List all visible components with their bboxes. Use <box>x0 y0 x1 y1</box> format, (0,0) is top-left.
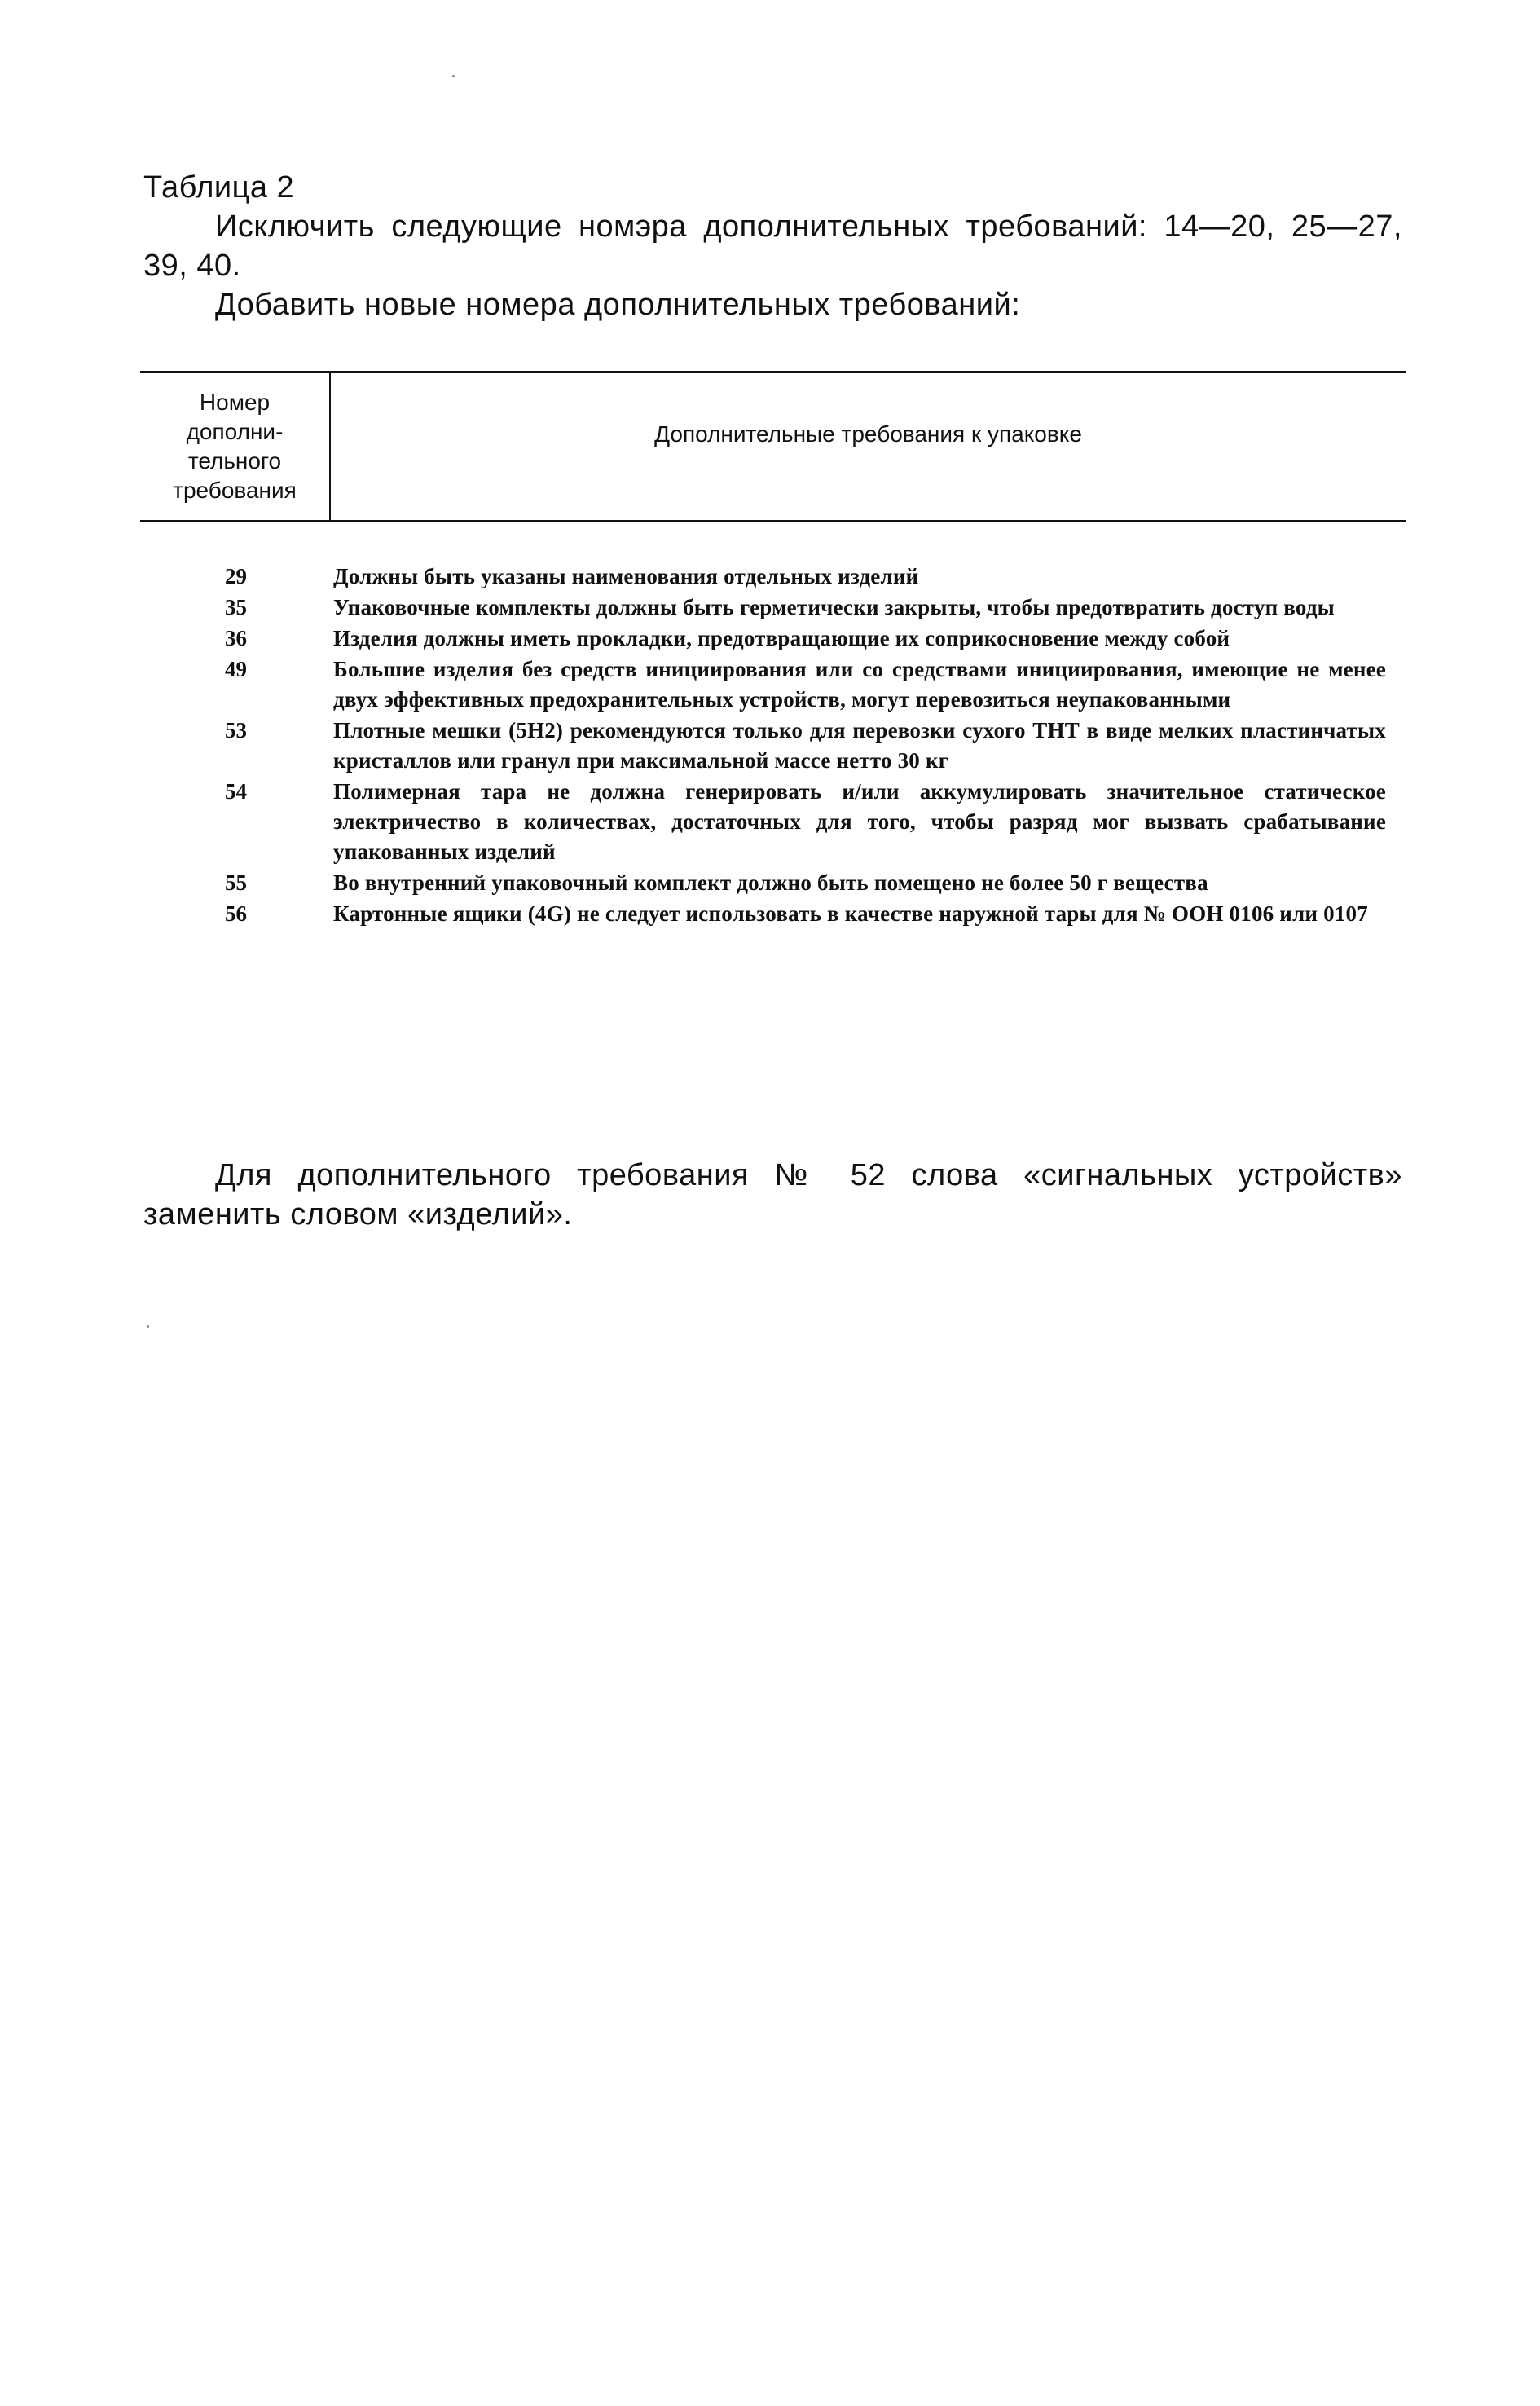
requirement-text: Картонные ящики (4G) не следует использовать в качестве наружной тары для № ООН 0106 или 0107 <box>333 901 1368 926</box>
outro-block <box>143 1156 1402 1234</box>
requirements-table-wrap <box>140 371 1406 930</box>
requirement-number: 49 <box>225 657 247 681</box>
table-row <box>140 593 1406 624</box>
table-row <box>140 624 1406 654</box>
requirement-number: 54 <box>225 779 247 804</box>
table-row <box>140 654 1406 716</box>
column-header-number-line: требования <box>173 478 297 503</box>
column-header-number-label <box>173 390 297 503</box>
table-row <box>140 899 1406 930</box>
table-header-row <box>140 372 1406 522</box>
scan-speck <box>147 1325 149 1328</box>
outro-paragraph: Для дополнительного требования № 52 слова «сигнальных устройств» заменить словом «изделий». <box>143 1158 1402 1232</box>
table-body <box>140 522 1406 931</box>
requirement-number: 35 <box>225 595 247 619</box>
column-header-number <box>140 372 330 522</box>
requirement-text: Упаковочные комплекты должны быть герметически закрыты, чтобы предотвратить доступ воды <box>333 595 1335 619</box>
requirement-number: 55 <box>225 870 247 895</box>
requirement-text: Плотные мешки (5Н2) рекомендуются только для перевозки сухого ТНТ в виде мелких пластинчатых кристаллов или гранул при максимальной массе нетто 30 кг <box>333 718 1386 773</box>
table-label: Таблица 2 <box>143 170 295 205</box>
scan-speck <box>452 75 455 77</box>
table-row <box>140 868 1406 899</box>
column-header-number-line: дополни- <box>186 419 284 444</box>
table-row <box>140 777 1406 868</box>
table-row <box>140 562 1406 593</box>
requirement-number: 56 <box>225 901 247 926</box>
requirement-text: Изделия должны иметь прокладки, предотвращающие их соприкосновение между собой <box>333 626 1230 650</box>
requirement-text: Большие изделия без средств инициирования или со средствами инициирования, имеющие не менее двух эффективных предохранительных устройств, могут перевозиться неупакованными <box>333 657 1386 712</box>
column-header-requirements: Дополнительные требования к упаковке <box>330 372 1406 522</box>
add-paragraph: Добавить новые номера дополнительных требований: <box>215 288 1021 322</box>
table-row <box>140 716 1406 777</box>
requirement-number: 53 <box>225 718 247 743</box>
exclude-paragraph: Исключить следующие номэра дополнительных требований: 14—20, 25—27, 39, 40. <box>143 209 1402 283</box>
requirements-table <box>140 371 1406 930</box>
requirement-text: Во внутренний упаковочный комплект должно быть помещено не более 50 г вещества <box>333 870 1208 895</box>
column-header-number-line: Номер <box>199 390 271 415</box>
requirement-text: Полимерная тара не должна генерировать и/или аккумулировать значительное статическое электричество в количествах, достаточных для того, чтобы разряд мог вызвать срабатывание упакованных изделий <box>333 779 1386 864</box>
requirement-number: 29 <box>225 564 247 588</box>
column-header-number-line: тельного <box>187 448 282 474</box>
intro-block <box>143 168 1402 324</box>
requirement-number: 36 <box>225 626 247 650</box>
requirement-text: Должны быть указаны наименования отдельных изделий <box>333 564 919 588</box>
